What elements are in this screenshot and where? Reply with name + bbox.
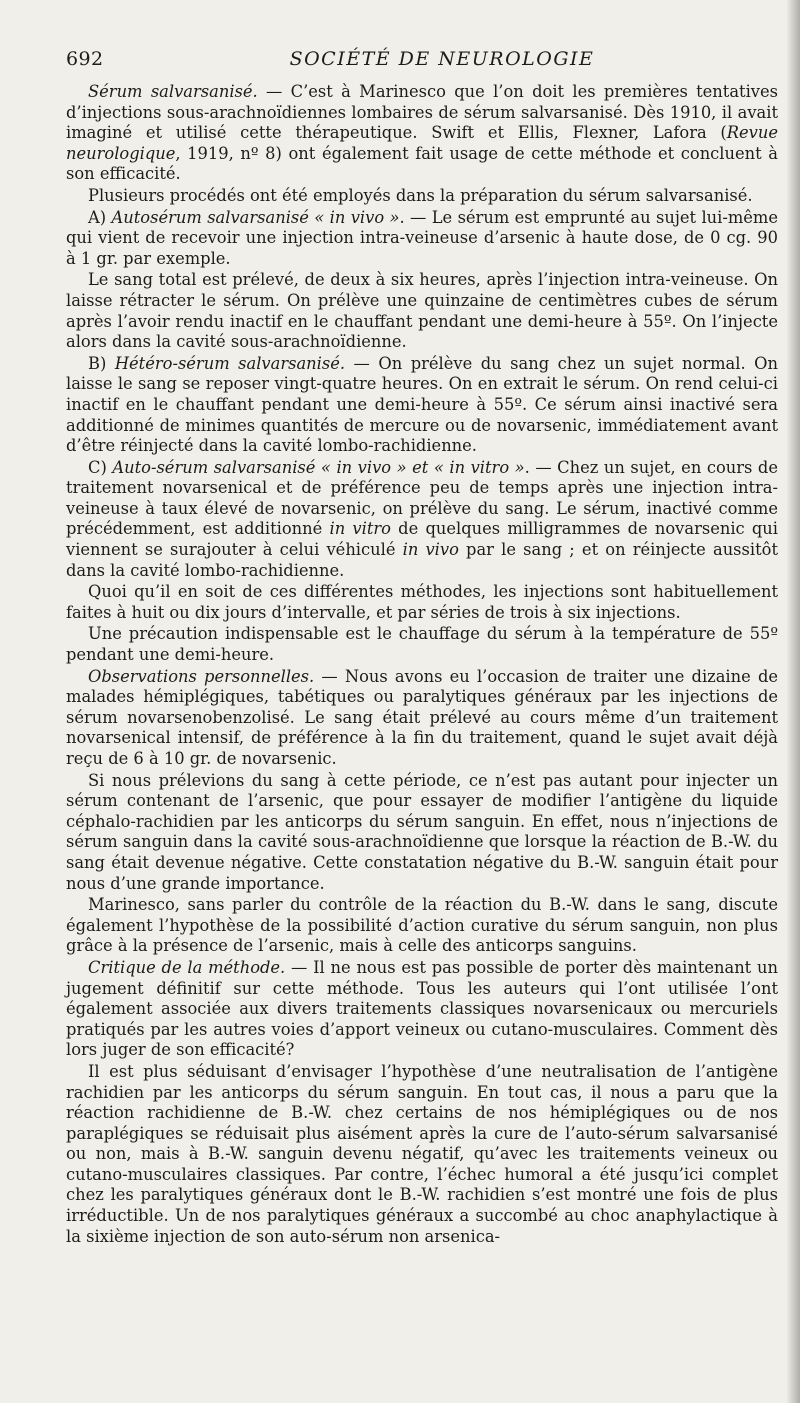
italic-text: Revue neurologique [66, 123, 778, 163]
text-run: Il est plus séduisant d’envisager l’hypothèse d’une neutralisation de l’antigène rachidien par les anticorps du sérum sanguin. En tout cas, il nous a paru que la réaction rachidienne de B.-W. chez certains de nos hémiplégiques ou de nos paraplégiques se réduisait plus aisément après la cure de l’auto-sérum salvarsanisé ou non, mais à B.-W. sanguin devenu négatif, qu’avec les traitements veineux ou cutano-musculaires classiques. Par contre, l’échec humoral a été jusqu’ici complet chez les paralytiques généraux dont le B.-W. rachidien s’est montré une fois de plus irréductible. Un de nos paralytiques généraux a succombé au choc anaphylactique à la sixième injection de son auto-sérum non arsenica- [66, 1061, 778, 1246]
paragraph [66, 958, 778, 1061]
page-number: 692 [66, 48, 104, 70]
paragraph [66, 186, 778, 207]
text-run: C) [88, 457, 113, 477]
text-run: Quoi qu’il en soit de ces différentes méthodes, les injections sont habituellement faites à huit ou dix jours d’intervalle, et par séries de trois à six injections. [66, 582, 778, 622]
text-run: Si nous prélevions du sang à cette période, ce n’est pas autant pour injecter un sérum contenant de l’arsenic, que pour essayer de modifier l’antigène du liquide céphalo-rachidien par les anticorps du sérum sanguin. En effet, nous n’injections de sérum sanguin dans la cavité sous-arachnoïdienne que lorsque la réaction de B.-W. du sang était devenue négative. Cette constatation négative du B.-W. sanguin était pour nous d’une grande importance. [66, 770, 778, 893]
paragraph [66, 458, 778, 582]
italic-text: Auto-sérum salvarsanisé « in vivo » et « in vitro » [112, 457, 525, 477]
text-run: . — Chez un sujet, en cours de traitement novarsenical et de préférence peu de temps après une injection intra-veineuse à taux élevé de novarsenic, on prélève du sang. Le sérum, inactivé comme précédemment, est additionné [66, 457, 778, 539]
paragraph [66, 895, 778, 957]
paragraph [66, 208, 778, 270]
text-run: A) [88, 207, 112, 227]
text-run: de quelques milligrammes de novarsenic qui viennent se surajouter à celui véhiculé [66, 519, 778, 560]
text-run: Marinesco, sans parler du contrôle de la réaction du B.-W. dans le sang, discute également l’hypothèse de la possibilité d’action curative du sérum sanguin, non plus grâce à la présence de l’arsenic, mais à celle des anticorps sanguins. [66, 895, 778, 956]
italic-text: Hétéro-sérum salvarsanisé. [114, 353, 346, 373]
paragraph [66, 270, 778, 352]
text-run: . — Le sérum est emprunté au sujet lui-même qui vient de recevoir une injection intra-veineuse d’arsenic à haute dose, de 0 cg. 90 à 1 gr. par exemple. [66, 207, 778, 268]
text-run: — C’est à Marinesco que l’on doit les premières tentatives d’injections sous-arachnoïdiennes lombaires de sérum salvarsanisé. Dès 1910, il avait imaginé et utilisé cette thérapeutique. Swift et Ellis, Flexner, Lafora ( [66, 82, 778, 143]
text-run: Plusieurs procédés ont été employés dans la préparation du sérum salvarsanisé. [88, 185, 753, 205]
paragraph [66, 582, 778, 623]
paragraph [66, 667, 778, 770]
italic-text: in vivo [402, 540, 459, 560]
italic-text: Autosérum salvarsanisé « in vivo » [111, 207, 400, 227]
paragraph [66, 624, 778, 665]
text-run: — Nous avons eu l’occasion de traiter une dizaine de malades hémiplégiques, tabétiques ou paralytiques généraux par les injections de sérum novarsenobenzolisé. Le sang était prélevé au cours même d’un traitement novarsenical intensif, de préférence à la fin du traitement, quand le sujet avait déjà reçu de 6 à 10 gr. de novarsenic. [66, 666, 778, 768]
italic-text: Critique de la méthode. [88, 957, 286, 977]
text-run: Le sang total est prélevé, de deux à six heures, après l’injection intra-veineuse. On laisse rétracter le sérum. On prélève une quinzaine de centimètres cubes de sérum après l’avoir rendu inactif en le chauffant pendant une demi-heure à 55º. On l’injecte alors dans la cavité sous-arachnoïdienne. [66, 270, 778, 352]
running-title: SOCIÉTÉ DE NEUROLOGIE [289, 48, 595, 70]
paragraph [66, 82, 778, 185]
paragraph [66, 1062, 778, 1247]
text-run: par le sang ; et on réinjecte aussitôt dans la cavité lombo-rachidienne. [66, 540, 778, 580]
text-run: — On prélève du sang chez un sujet normal. On laisse le sang se reposer vingt-quatre heures. On en extrait le sérum. On rend celui-ci inactif en le chauffant pendant une demi-heure à 55º. Ce sérum ainsi inactivé sera additionné de minimes quantités de mercure ou de novarsenic, immédiatement avant d’être réinjecté dans la cavité lombo-rachidienne. [66, 353, 778, 456]
italic-text: in vitro [329, 519, 391, 539]
text-run: B) [88, 353, 115, 373]
italic-text: Observations personnelles. [88, 666, 315, 686]
text-run: Une précaution indispensable est le chauffage du sérum à la température de 55º pendant une demi-heure. [66, 624, 778, 665]
page-header [66, 38, 778, 82]
text-run: , 1919, nº 8) ont également fait usage de cette méthode et concluent à son efficacité. [66, 143, 778, 184]
text-run: — Il ne nous est pas possible de porter dès maintenant un jugement définitif sur cette méthode. Tous les auteurs qui l’ont utilisée l’ont également associée aux divers traitements classiques novarsenicaux ou mercuriels pratiqués par les autres voies d’apport veineux ou cutano-musculaires. Comment dès lors juger de son efficacité? [66, 957, 778, 1060]
paragraph [66, 771, 778, 895]
paragraph [66, 354, 778, 457]
italic-text: Sérum salvarsanisé. [88, 82, 258, 101]
article-body [66, 82, 778, 1247]
